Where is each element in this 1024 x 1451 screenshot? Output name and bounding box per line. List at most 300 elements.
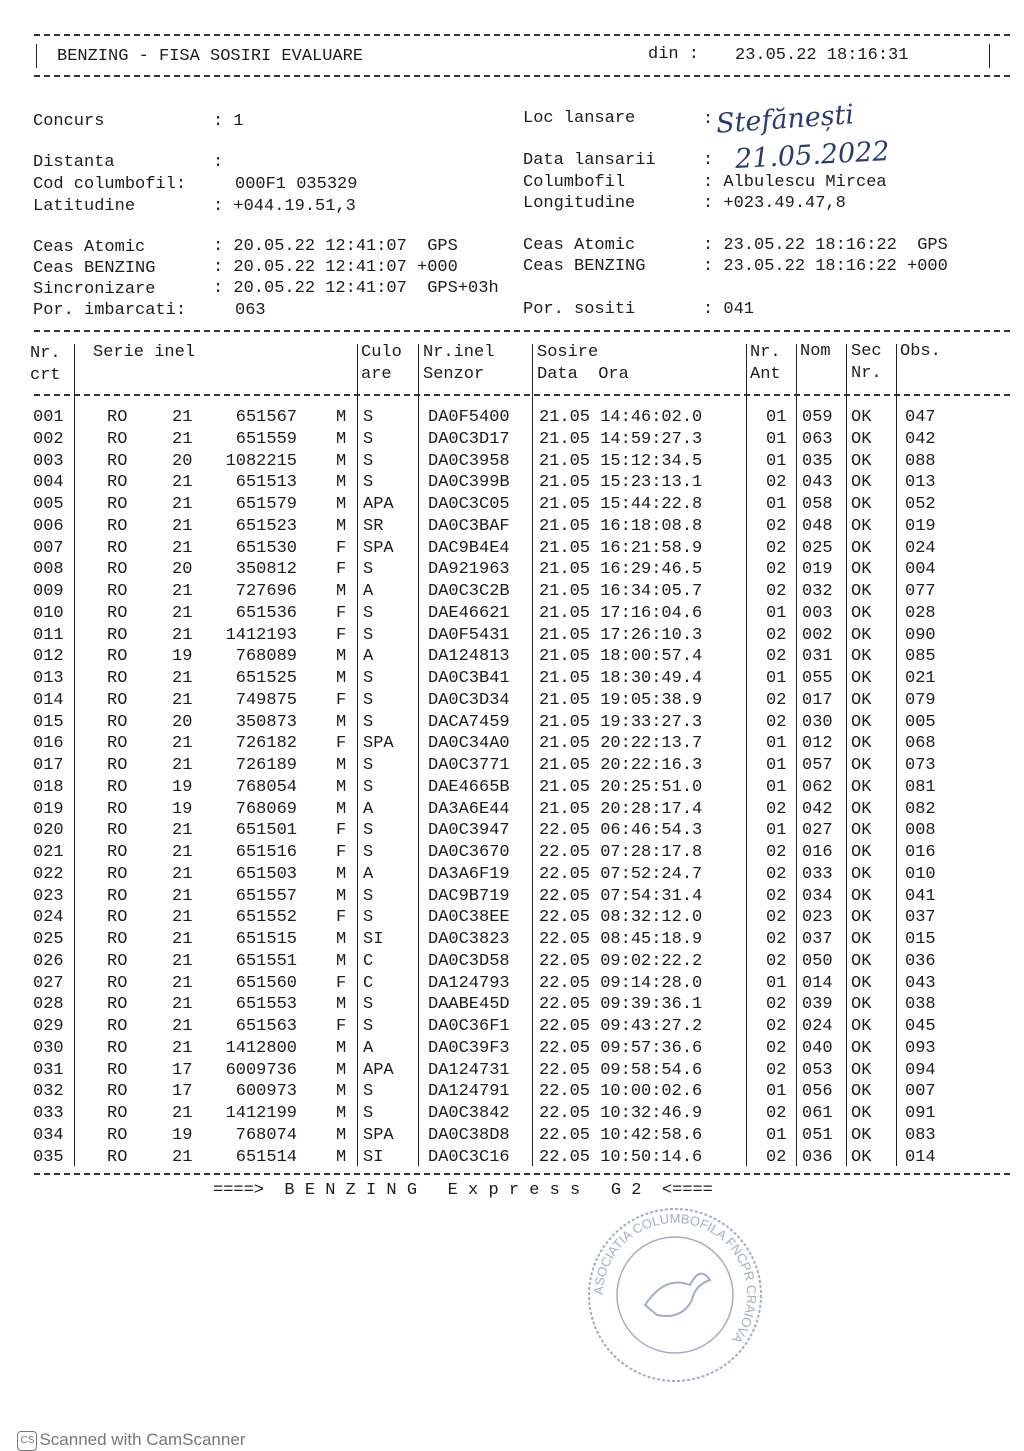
cell-nr-ant: 02 — [766, 1038, 787, 1058]
table-row — [0, 560, 1024, 581]
columbofil-value: : Albulescu Mircea — [703, 173, 887, 192]
cell-sensor-ring: DA0C3C2B — [428, 582, 510, 601]
page-title: BENZING - FISA SOSIRI EVALUARE — [57, 47, 364, 66]
cell-arrival-time: 22.05 07:28:17.8 — [539, 843, 703, 862]
cell-nom: 056 — [802, 1082, 833, 1102]
cell-year: 21 — [172, 495, 193, 514]
cell-color: S — [363, 886, 374, 906]
cell-country: RO — [107, 930, 128, 949]
cell-obs: 004 — [905, 560, 936, 580]
cell-nr-crt: 021 — [33, 843, 64, 862]
cell-nr-crt: 012 — [33, 647, 64, 667]
th-cul-1: Culo — [361, 343, 402, 362]
cell-nr-ant: 02 — [766, 712, 787, 732]
cell-nom: 032 — [802, 582, 833, 601]
th-sec-1: Sec — [851, 342, 882, 361]
cell-country: RO — [107, 408, 128, 427]
cell-nr-ant: 02 — [766, 1060, 787, 1080]
table-row — [0, 995, 1024, 1016]
cell-year: 21 — [172, 734, 193, 754]
cell-ring-number: 600973 — [235, 1082, 297, 1102]
th-obs: Obs. — [900, 342, 941, 361]
cell-sex: F — [336, 821, 347, 841]
cell-obs: 088 — [905, 451, 936, 471]
cell-nom: 062 — [802, 777, 833, 797]
cell-nom: 014 — [802, 973, 833, 993]
cell-nr-crt: 028 — [33, 995, 64, 1015]
cell-nr-ant: 01 — [766, 973, 787, 993]
cell-sec-nr: OK — [851, 603, 872, 623]
cell-nom: 030 — [802, 712, 833, 732]
table-row — [0, 1104, 1024, 1125]
cell-nr-crt: 032 — [33, 1082, 64, 1102]
cell-country: RO — [107, 1060, 128, 1080]
cell-obs: 073 — [905, 756, 936, 775]
cell-year: 20 — [172, 451, 193, 471]
table-row — [0, 539, 1024, 560]
cell-nr-ant: 02 — [766, 516, 787, 536]
cell-color: APA — [363, 1060, 394, 1080]
sositi-value: : 041 — [703, 300, 755, 319]
cell-color: A — [363, 799, 374, 819]
cell-sex: M — [336, 712, 347, 732]
cell-year: 17 — [172, 1060, 193, 1080]
table-row — [0, 930, 1024, 951]
cell-arrival-time: 22.05 07:54:31.4 — [539, 886, 703, 906]
cell-obs: 005 — [905, 712, 936, 732]
cell-nr-ant: 01 — [766, 1082, 787, 1102]
cell-arrival-time: 21.05 19:33:27.3 — [539, 712, 703, 732]
cell-sec-nr: OK — [851, 560, 872, 580]
cell-sensor-ring: DA0F5431 — [428, 625, 510, 645]
cell-ring-number: 1412199 — [225, 1104, 297, 1123]
table-row — [0, 452, 1024, 473]
cell-sex: F — [336, 538, 347, 558]
cell-nom: 057 — [802, 756, 833, 775]
table-row — [0, 821, 1024, 842]
cell-obs: 043 — [905, 973, 936, 993]
ceas-atomic-1-label: Ceas Atomic — [33, 238, 146, 257]
cell-nom: 035 — [802, 451, 833, 471]
cell-nr-crt: 016 — [33, 734, 64, 754]
benzing-express-banner: ====> B E N Z I N G E x p r e s s G 2 <==== — [213, 1181, 713, 1200]
header-left-bar — [36, 44, 37, 68]
cell-sensor-ring: DA0C3BAF — [428, 516, 510, 536]
cell-year: 21 — [172, 538, 193, 558]
cell-nr-crt: 008 — [33, 560, 64, 580]
cell-nr-crt: 031 — [33, 1060, 64, 1080]
cell-nr-crt: 003 — [33, 451, 64, 471]
cell-obs: 047 — [905, 408, 936, 427]
cell-country: RO — [107, 973, 128, 993]
ceas-atomic-2-value: : 23.05.22 18:16:22 GPS — [703, 236, 948, 255]
cell-year: 21 — [172, 690, 193, 710]
cell-nom: 037 — [802, 930, 833, 949]
ceas-atomic-1-value: : 20.05.22 12:41:07 GPS — [213, 237, 458, 256]
cell-year: 21 — [172, 973, 193, 993]
cell-arrival-time: 21.05 17:26:10.3 — [539, 625, 703, 645]
cell-obs: 021 — [905, 669, 936, 688]
cell-sex: M — [336, 647, 347, 667]
cell-sec-nr: OK — [851, 951, 872, 971]
cell-arrival-time: 21.05 20:25:51.0 — [539, 777, 703, 797]
cell-sec-nr: OK — [851, 1060, 872, 1080]
distanta-value: : — [213, 153, 224, 172]
cell-nr-crt: 002 — [33, 429, 64, 449]
cell-country: RO — [107, 625, 128, 645]
cell-year: 19 — [172, 1125, 193, 1145]
concurs-value: : 1 — [213, 112, 244, 131]
cell-sec-nr: OK — [851, 429, 872, 449]
cell-country: RO — [107, 734, 128, 754]
cod-value: 000F1 035329 — [235, 175, 358, 194]
cell-ring-number: 6009736 — [225, 1060, 297, 1080]
cell-country: RO — [107, 799, 128, 819]
cell-ring-number: 651551 — [235, 951, 297, 971]
cell-obs: 052 — [905, 495, 936, 514]
cell-ring-number: 768074 — [235, 1125, 297, 1145]
cell-obs: 081 — [905, 777, 936, 797]
cell-nom: 055 — [802, 669, 833, 688]
cell-sensor-ring: DA0F5400 — [428, 408, 510, 427]
cell-sex: F — [336, 603, 347, 623]
cell-year: 19 — [172, 647, 193, 667]
cell-color: S — [363, 625, 374, 645]
cell-ring-number: 651503 — [235, 864, 297, 884]
ceas-benzing-2-label: Ceas BENZING — [523, 257, 646, 276]
cell-sensor-ring: DA0C38D8 — [428, 1125, 510, 1145]
th-sos-2: Data Ora — [537, 365, 629, 384]
cell-country: RO — [107, 712, 128, 732]
cell-nom: 042 — [802, 799, 833, 819]
cell-sec-nr: OK — [851, 516, 872, 536]
cell-sec-nr: OK — [851, 734, 872, 754]
cell-nr-crt: 014 — [33, 690, 64, 710]
cell-color: C — [363, 951, 374, 971]
cell-country: RO — [107, 756, 128, 775]
cell-arrival-time: 21.05 18:00:57.4 — [539, 647, 703, 667]
cell-ring-number: 749875 — [235, 690, 297, 710]
cell-sensor-ring: DA124731 — [428, 1060, 510, 1080]
cell-obs: 036 — [905, 951, 936, 971]
table-row — [0, 647, 1024, 668]
cell-nr-crt: 034 — [33, 1125, 64, 1145]
cell-year: 21 — [172, 582, 193, 601]
cell-arrival-time: 21.05 17:16:04.6 — [539, 603, 703, 623]
th-nom: Nom — [800, 342, 831, 361]
cell-country: RO — [107, 473, 128, 493]
cell-color: S — [363, 756, 374, 775]
cell-year: 19 — [172, 777, 193, 797]
table-row — [0, 408, 1024, 429]
cell-nr-ant: 01 — [766, 1125, 787, 1145]
cell-nr-crt: 018 — [33, 777, 64, 797]
cell-ring-number: 768089 — [235, 647, 297, 667]
cell-sex: F — [336, 690, 347, 710]
cell-sensor-ring: DA921963 — [428, 560, 510, 580]
cell-nom: 059 — [802, 408, 833, 427]
cell-obs: 093 — [905, 1038, 936, 1058]
cell-year: 21 — [172, 1017, 193, 1036]
table-row — [0, 626, 1024, 647]
table-top-rule — [34, 330, 1010, 332]
cell-nom: 003 — [802, 603, 833, 623]
distanta-label: Distanta — [33, 153, 115, 172]
longitudine-label: Longitudine — [523, 194, 636, 213]
table-row — [0, 473, 1024, 494]
cell-nr-ant: 02 — [766, 473, 787, 493]
loc-handwritten: Stefănești — [715, 99, 856, 140]
cell-color: S — [363, 908, 374, 928]
cell-color: S — [363, 712, 374, 732]
cell-year: 21 — [172, 429, 193, 449]
cell-color: S — [363, 669, 374, 688]
cell-country: RO — [107, 538, 128, 558]
cell-sensor-ring: DA0C3670 — [428, 843, 510, 862]
cell-sex: M — [336, 995, 347, 1015]
cell-sex: M — [336, 1125, 347, 1145]
table-row — [0, 495, 1024, 516]
cell-country: RO — [107, 821, 128, 841]
cell-sensor-ring: DA0C36F1 — [428, 1017, 510, 1036]
cell-color: APA — [363, 495, 394, 514]
cell-obs: 008 — [905, 821, 936, 841]
cell-sensor-ring: DA0C34A0 — [428, 734, 510, 754]
cell-arrival-time: 22.05 09:58:54.6 — [539, 1060, 703, 1080]
top-rule — [34, 34, 1010, 36]
cell-sensor-ring: DAC9B719 — [428, 886, 510, 906]
cell-arrival-time: 21.05 20:22:13.7 — [539, 734, 703, 754]
cell-sec-nr: OK — [851, 864, 872, 884]
latitudine-label: Latitudine — [33, 197, 136, 216]
cell-color: S — [363, 690, 374, 710]
table-row — [0, 604, 1024, 625]
cell-nom: 048 — [802, 516, 833, 536]
cell-country: RO — [107, 690, 128, 710]
cell-sensor-ring: DA124793 — [428, 973, 510, 993]
cell-sex: M — [336, 1082, 347, 1102]
cell-sensor-ring: DA0C3C16 — [428, 1147, 510, 1167]
cell-nom: 053 — [802, 1060, 833, 1080]
th-nr-1: Nr. — [30, 344, 61, 363]
cell-nr-crt: 035 — [33, 1147, 64, 1167]
cell-nom: 034 — [802, 886, 833, 906]
cell-arrival-time: 22.05 09:57:36.6 — [539, 1038, 703, 1058]
cell-ring-number: 651514 — [235, 1147, 297, 1167]
cell-obs: 007 — [905, 1082, 936, 1102]
cell-nr-ant: 01 — [766, 451, 787, 471]
cell-sensor-ring: DA0C3947 — [428, 821, 510, 841]
cell-sec-nr: OK — [851, 843, 872, 862]
cell-year: 21 — [172, 408, 193, 427]
cell-nr-crt: 011 — [33, 625, 64, 645]
cell-obs: 019 — [905, 516, 936, 536]
cell-obs: 015 — [905, 930, 936, 949]
cell-year: 21 — [172, 1147, 193, 1167]
cell-ring-number: 726182 — [235, 734, 297, 754]
cell-ring-number: 651553 — [235, 995, 297, 1015]
cell-obs: 014 — [905, 1147, 936, 1167]
cell-ring-number: 651530 — [235, 538, 297, 558]
table-row — [0, 887, 1024, 908]
cell-country: RO — [107, 560, 128, 580]
cell-nr-ant: 02 — [766, 560, 787, 580]
columbofil-label: Columbofil — [523, 173, 626, 192]
cell-nr-crt: 030 — [33, 1038, 64, 1058]
cell-sensor-ring: DA0C3D58 — [428, 951, 510, 971]
cell-country: RO — [107, 495, 128, 514]
table-row — [0, 974, 1024, 995]
camscanner-icon: CS — [17, 1431, 37, 1451]
cell-year: 21 — [172, 821, 193, 841]
th-serie: Serie inel — [93, 343, 196, 362]
cell-color: S — [363, 843, 374, 862]
th-sec-2: Nr. — [851, 364, 882, 383]
cell-sensor-ring: DA3A6F19 — [428, 864, 510, 884]
cell-ring-number: 651557 — [235, 886, 297, 906]
cell-sec-nr: OK — [851, 647, 872, 667]
cell-arrival-time: 21.05 19:05:38.9 — [539, 690, 703, 710]
cell-sec-nr: OK — [851, 451, 872, 471]
cell-sensor-ring: DA0C3771 — [428, 756, 510, 775]
cell-nr-ant: 02 — [766, 908, 787, 928]
cell-sex: F — [336, 625, 347, 645]
cell-sex: M — [336, 451, 347, 471]
scanner-label: Scanned with CamScanner — [39, 1430, 246, 1449]
cell-year: 21 — [172, 473, 193, 493]
cell-nr-ant: 01 — [766, 734, 787, 754]
cell-obs: 013 — [905, 473, 936, 493]
cell-sex: M — [336, 1038, 347, 1058]
cell-ring-number: 651560 — [235, 973, 297, 993]
cell-arrival-time: 21.05 15:44:22.8 — [539, 495, 703, 514]
cell-arrival-time: 22.05 08:45:18.9 — [539, 930, 703, 949]
cell-ring-number: 651567 — [235, 408, 297, 427]
cell-nom: 063 — [802, 429, 833, 449]
table-row — [0, 865, 1024, 886]
cell-nr-ant: 01 — [766, 429, 787, 449]
cell-ring-number: 1082215 — [225, 451, 297, 471]
cell-country: RO — [107, 951, 128, 971]
cell-sec-nr: OK — [851, 712, 872, 732]
cell-nr-ant: 02 — [766, 1104, 787, 1123]
cell-sex: M — [336, 951, 347, 971]
cell-country: RO — [107, 908, 128, 928]
stamp-ring-text: ASOCIATIA COLUMBOFILA FNCPR CRAIOVA — [590, 1210, 760, 1347]
cell-nom: 023 — [802, 908, 833, 928]
print-date-label: din : — [648, 45, 700, 64]
cell-nom: 031 — [802, 647, 833, 667]
data-lansarii-colon: : — [703, 151, 714, 170]
cell-sex: M — [336, 930, 347, 949]
cell-year: 17 — [172, 1082, 193, 1102]
cell-sex: M — [336, 473, 347, 493]
cell-nom: 058 — [802, 495, 833, 514]
cell-sex: M — [336, 1147, 347, 1167]
cell-nom: 017 — [802, 690, 833, 710]
table-row — [0, 1126, 1024, 1147]
cell-sensor-ring: DAC9B4E4 — [428, 538, 510, 558]
cell-ring-number: 350812 — [235, 560, 297, 580]
cell-color: S — [363, 429, 374, 449]
table-row — [0, 908, 1024, 929]
cell-sex: M — [336, 777, 347, 797]
cell-sec-nr: OK — [851, 690, 872, 710]
cell-sec-nr: OK — [851, 495, 872, 514]
imbarcati-label: Por. imbarcati: — [33, 301, 187, 320]
cell-nr-crt: 020 — [33, 821, 64, 841]
table-row — [0, 691, 1024, 712]
table-row — [0, 1017, 1024, 1038]
cell-sensor-ring: DA0C38EE — [428, 908, 510, 928]
cell-nr-ant: 02 — [766, 1017, 787, 1036]
cell-sex: M — [336, 582, 347, 601]
cell-nom: 002 — [802, 625, 833, 645]
cell-color: S — [363, 821, 374, 841]
cell-country: RO — [107, 516, 128, 536]
cell-nr-ant: 02 — [766, 799, 787, 819]
cell-color: A — [363, 647, 374, 667]
cell-ring-number: 651552 — [235, 908, 297, 928]
cell-nom: 036 — [802, 1147, 833, 1167]
table-bottom-rule — [34, 1173, 1010, 1175]
cell-nr-ant: 02 — [766, 864, 787, 884]
longitudine-value: : +023.49.47,8 — [703, 194, 846, 213]
table-row — [0, 800, 1024, 821]
cell-sensor-ring: DA0C3B41 — [428, 669, 510, 688]
cell-obs: 079 — [905, 690, 936, 710]
cell-sensor-ring: DACA7459 — [428, 712, 510, 732]
cell-nom: 025 — [802, 538, 833, 558]
cell-sec-nr: OK — [851, 473, 872, 493]
loc-colon: : — [703, 110, 714, 129]
data-lansarii-label: Data lansarii — [523, 151, 656, 170]
cell-year: 21 — [172, 930, 193, 949]
cell-ring-number: 768054 — [235, 777, 297, 797]
cell-sex: F — [336, 908, 347, 928]
cell-obs: 038 — [905, 995, 936, 1015]
cell-nom: 019 — [802, 560, 833, 580]
cell-color: C — [363, 973, 374, 993]
cell-sex: M — [336, 864, 347, 884]
cell-sensor-ring: DA0C3D34 — [428, 690, 510, 710]
cell-nr-ant: 02 — [766, 995, 787, 1015]
cell-color: SI — [363, 930, 384, 949]
cell-nr-crt: 004 — [33, 473, 64, 493]
concurs-label: Concurs — [33, 112, 105, 131]
cell-obs: 085 — [905, 647, 936, 667]
cell-nr-ant: 01 — [766, 669, 787, 688]
cell-ring-number: 651501 — [235, 821, 297, 841]
cell-country: RO — [107, 429, 128, 449]
cell-obs: 083 — [905, 1125, 936, 1145]
table-header-rule — [34, 394, 1010, 396]
cell-arrival-time: 22.05 08:32:12.0 — [539, 908, 703, 928]
cell-nr-ant: 01 — [766, 495, 787, 514]
cell-sec-nr: OK — [851, 1147, 872, 1167]
cell-nr-crt: 017 — [33, 756, 64, 775]
cell-sec-nr: OK — [851, 930, 872, 949]
cell-year: 20 — [172, 712, 193, 732]
sincronizare-label: Sincronizare — [33, 280, 156, 299]
cell-obs: 091 — [905, 1104, 936, 1123]
cell-year: 21 — [172, 669, 193, 688]
cell-sex: M — [336, 1060, 347, 1080]
cell-arrival-time: 21.05 16:21:58.9 — [539, 538, 703, 558]
cell-ring-number: 651559 — [235, 429, 297, 449]
cell-obs: 077 — [905, 582, 936, 601]
cell-color: S — [363, 777, 374, 797]
